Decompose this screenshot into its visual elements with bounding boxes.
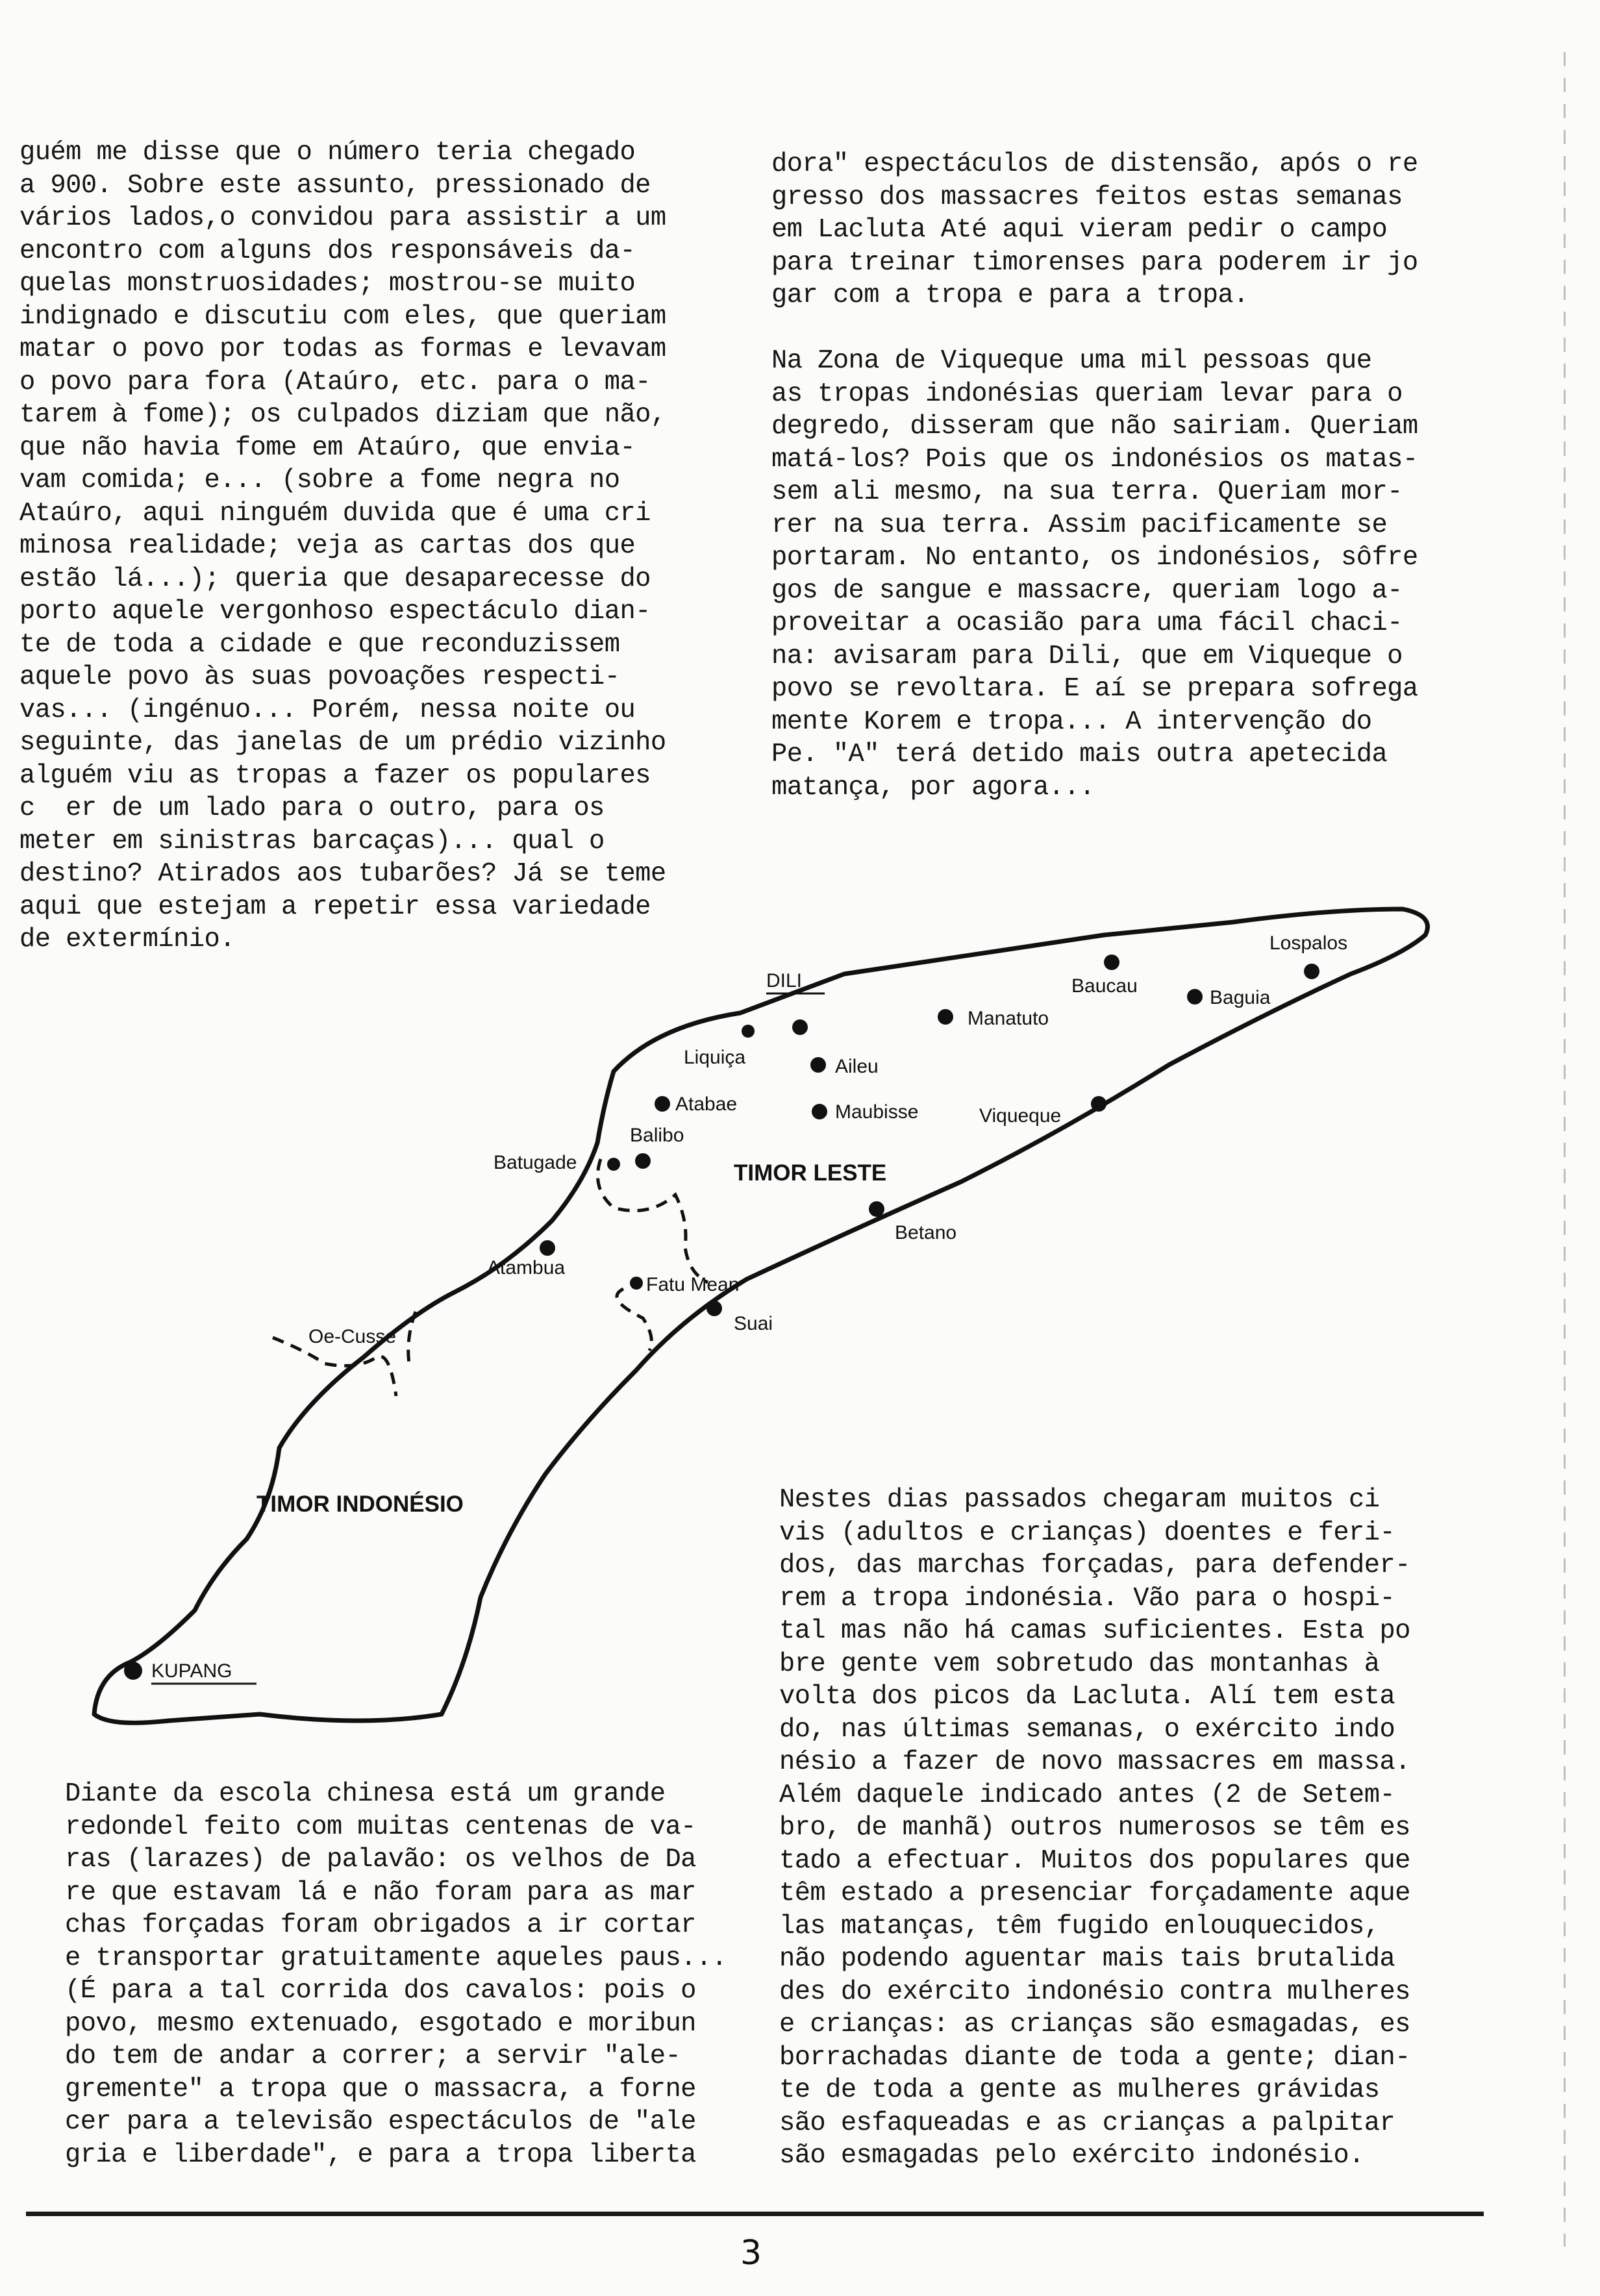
text-line: a 900. Sobre este assunto, pressionado de (19, 170, 651, 201)
text-line: têm estado a presenciar forçadamente aque (779, 1878, 1410, 1908)
text-line: que não havia fome em Ataúro, que envia- (19, 432, 636, 463)
text-line: matar o povo por todas as formas e levavam (19, 334, 666, 364)
text-line: as tropas indonésias queriam levar para o (771, 379, 1403, 409)
label-balibo: Balibo (630, 1125, 684, 1146)
text-line: povo se revoltara. E aí se prepara sofrega (771, 674, 1418, 704)
text-line: gar com a tropa e para a tropa. (771, 281, 1249, 310)
text-line: seguinte, das janelas de um prédio vizinho (19, 728, 666, 758)
text-line: guém me disse que o número teria chegado (19, 138, 636, 168)
text-line (771, 312, 1418, 345)
label-atabae: Atabae (675, 1093, 738, 1115)
text-line: matá-los? Pois que os indonésios os matas- (771, 444, 1418, 475)
bottom-rule (26, 2212, 1484, 2216)
label-timor-leste: TIMOR LESTE (734, 1160, 887, 1186)
label-fatu-mean: Fatu Mean (646, 1274, 740, 1295)
text-line: aqui que estejam a repetir essa variedade (19, 892, 651, 922)
text-line: las matanças, têm fugido enlouquecidos, (779, 1911, 1380, 1941)
text-line: estão lá...); queria que desaparecesse do (19, 564, 651, 594)
label-atambua: Atambua (487, 1257, 566, 1279)
border-line-south (617, 1289, 651, 1351)
text-line: tarem à fome); os culpados diziam que não, (19, 400, 666, 430)
text-line: e crianças: as crianças são esmagadas, es (779, 2010, 1410, 2040)
text-line: degredo, disseram que não sairiam. Queriam (771, 412, 1418, 442)
text-line: bre gente vem sobretudo das montanhas à (779, 1649, 1380, 1679)
text-line: borrachadas diante de toda a gente; dian- (779, 2042, 1410, 2073)
text-line: e transportar gratuitamente aqueles paus... (65, 1943, 727, 1973)
text-line: aquele povo às suas povoações respecti- (19, 662, 620, 692)
text-line: te de toda a cidade e que reconduzissem (19, 629, 620, 660)
label-kupang: KUPANG (151, 1660, 232, 1682)
text-line: povo, mesmo extenuado, esgotado e moribun (65, 2008, 696, 2039)
label-timor-indonesio: TIMOR INDONÉSIO (256, 1491, 464, 1517)
text-line: encontro com alguns dos responsáveis da- (19, 236, 636, 266)
text-line: porto aquele vergonhoso espectáculo dian- (19, 597, 651, 627)
text-line: para treinar timorenses para poderem ir jo (771, 247, 1418, 278)
label-manatuto: Manatuto (968, 1008, 1049, 1029)
text-line: Ataúro, aqui ninguém duvida que é uma cri (19, 498, 651, 529)
text-line: destino? Atirados aos tubarões? Já se teme (19, 859, 666, 889)
text-line: vis (adultos e crianças) doentes e feri- (779, 1517, 1395, 1548)
text-line: Na Zona de Viqueque uma mil pessoas que (771, 346, 1372, 376)
text-line: de extermínio. (19, 925, 235, 955)
text-line: (É para a tal corrida dos cavalos: pois o (65, 1976, 696, 2006)
text-line: chas forçadas foram obrigados a ir cortar (65, 1910, 696, 1940)
page-number: 3 (740, 2234, 762, 2273)
text-line: Nestes dias passados chegaram muitos ci (779, 1485, 1380, 1515)
label-baguia: Baguia (1210, 987, 1271, 1008)
text-line: matança, por agora... (771, 772, 1095, 803)
text-line: meter em sinistras barcaças)... qual o (19, 826, 605, 856)
text-line: tado a efectuar. Muitos dos populares que (779, 1845, 1410, 1876)
text-line: Além daquele indicado antes (2 de Setem- (779, 1780, 1395, 1810)
text-line: mente Korem e tropa... A intervenção do (771, 706, 1372, 737)
text-line: gria e liberdade", e para a tropa liberta (65, 2140, 696, 2170)
text-line: vam comida; e... (sobre a fome negra no (19, 466, 620, 495)
border-line (598, 1159, 708, 1282)
text-line: volta dos picos da Lacluta. Alí tem esta (779, 1682, 1395, 1712)
text-line: quelas monstruosidades; mostrou-se muito (19, 269, 636, 299)
text-line: dos, das marchas forçadas, para defender- (779, 1551, 1410, 1580)
text-line: proveitar a ocasião para uma fácil chaci- (771, 608, 1403, 638)
text-line: ras (larazes) de palavão: os velhos de Da (65, 1845, 696, 1875)
label-betano: Betano (895, 1222, 957, 1243)
text-line: Pe. "A" terá detido mais outra apetecida (771, 740, 1388, 769)
right-column-bottom-text (779, 1484, 1410, 2173)
label-lospalos: Lospalos (1269, 932, 1348, 954)
label-maubisse: Maubisse (835, 1101, 919, 1123)
label-aileu: Aileu (835, 1056, 879, 1077)
label-liquica: Liquiça (684, 1047, 746, 1068)
text-line: não podendo aguentar mais tais brutalida (779, 1944, 1395, 1974)
text-line: indignado e discutiu com eles, que queriam (19, 301, 666, 332)
text-line: tal mas não há camas suficientes. Esta po (779, 1616, 1410, 1646)
text-line: do, nas últimas semanas, o exército indo (779, 1714, 1395, 1745)
text-line: gresso dos massacres feitos estas semanas (771, 182, 1403, 212)
text-line: nésio a fazer de novo massacres em massa. (779, 1747, 1410, 1777)
label-viqueque: Viqueque (979, 1105, 1062, 1127)
right-column-top-text (771, 148, 1418, 804)
text-line: gos de sangue e massacre, queriam logo a- (771, 575, 1403, 606)
text-line: Diante da escola chinesa está um grande (65, 1779, 666, 1809)
text-line: gremente" a tropa que o massacra, a forne (65, 2074, 696, 2104)
text-line: cer para a televisão espectáculos de "ale (65, 2107, 696, 2137)
text-line: o povo para fora (Ataúro, etc. para o ma- (19, 367, 651, 397)
text-line: vas... (ingénuo... Porém, nessa noite ou (19, 695, 636, 725)
label-baucau: Baucau (1071, 975, 1138, 997)
text-line: rem a tropa indonésia. Vão para o hospi- (779, 1583, 1395, 1614)
text-line: rer na sua terra. Assim pacificamente se (771, 510, 1388, 540)
text-line: des do exército indonésio contra mulheres (779, 1977, 1410, 2007)
text-line: em Lacluta Até aqui vieram pedir o campo (771, 215, 1388, 245)
label-suai: Suai (734, 1313, 773, 1334)
text-line: na: avisaram para Dili, que em Viqueque o (771, 641, 1403, 671)
label-dili: DILI (766, 970, 803, 992)
text-line: redondel feito com muitas centenas de va- (65, 1812, 696, 1842)
text-line: sem ali mesmo, na sua terra. Queriam mor- (771, 477, 1403, 507)
margin-scan-line (1564, 52, 1566, 2247)
text-line: do tem de andar a correr; a servir "ale- (65, 2041, 681, 2071)
text-line: vários lados,o convidou para assistir a um (19, 203, 666, 233)
text-line: portaram. No entanto, os indonésios, sôfre (771, 543, 1418, 573)
text-line: alguém viu as tropas a fazer os populares (19, 760, 651, 791)
text-line: dora" espectáculos de distensão, após o re (771, 149, 1418, 179)
label-oe-cusse: Oe-Cusse (308, 1326, 397, 1347)
text-line: são esmagadas pelo exército indonésio. (779, 2141, 1364, 2171)
text-line: são esfaqueadas e as crianças a palpitar (779, 2108, 1395, 2138)
oecusse-border (273, 1312, 416, 1396)
left-column-bottom-text (65, 1778, 727, 2171)
text-line: minosa realidade; veja as cartas dos que (19, 531, 636, 561)
text-line: bro, de manhã) outros numerosos se têm es (779, 1813, 1410, 1843)
label-batugade: Batugade (494, 1152, 577, 1173)
left-column-top-text (19, 136, 666, 956)
text-line: c er de um lado para o outro, para os (19, 793, 605, 823)
text-line: te de toda a gente as mulheres grávidas (779, 2075, 1380, 2105)
text-line: re que estavam lá e não foram para as mar (65, 1877, 696, 1908)
